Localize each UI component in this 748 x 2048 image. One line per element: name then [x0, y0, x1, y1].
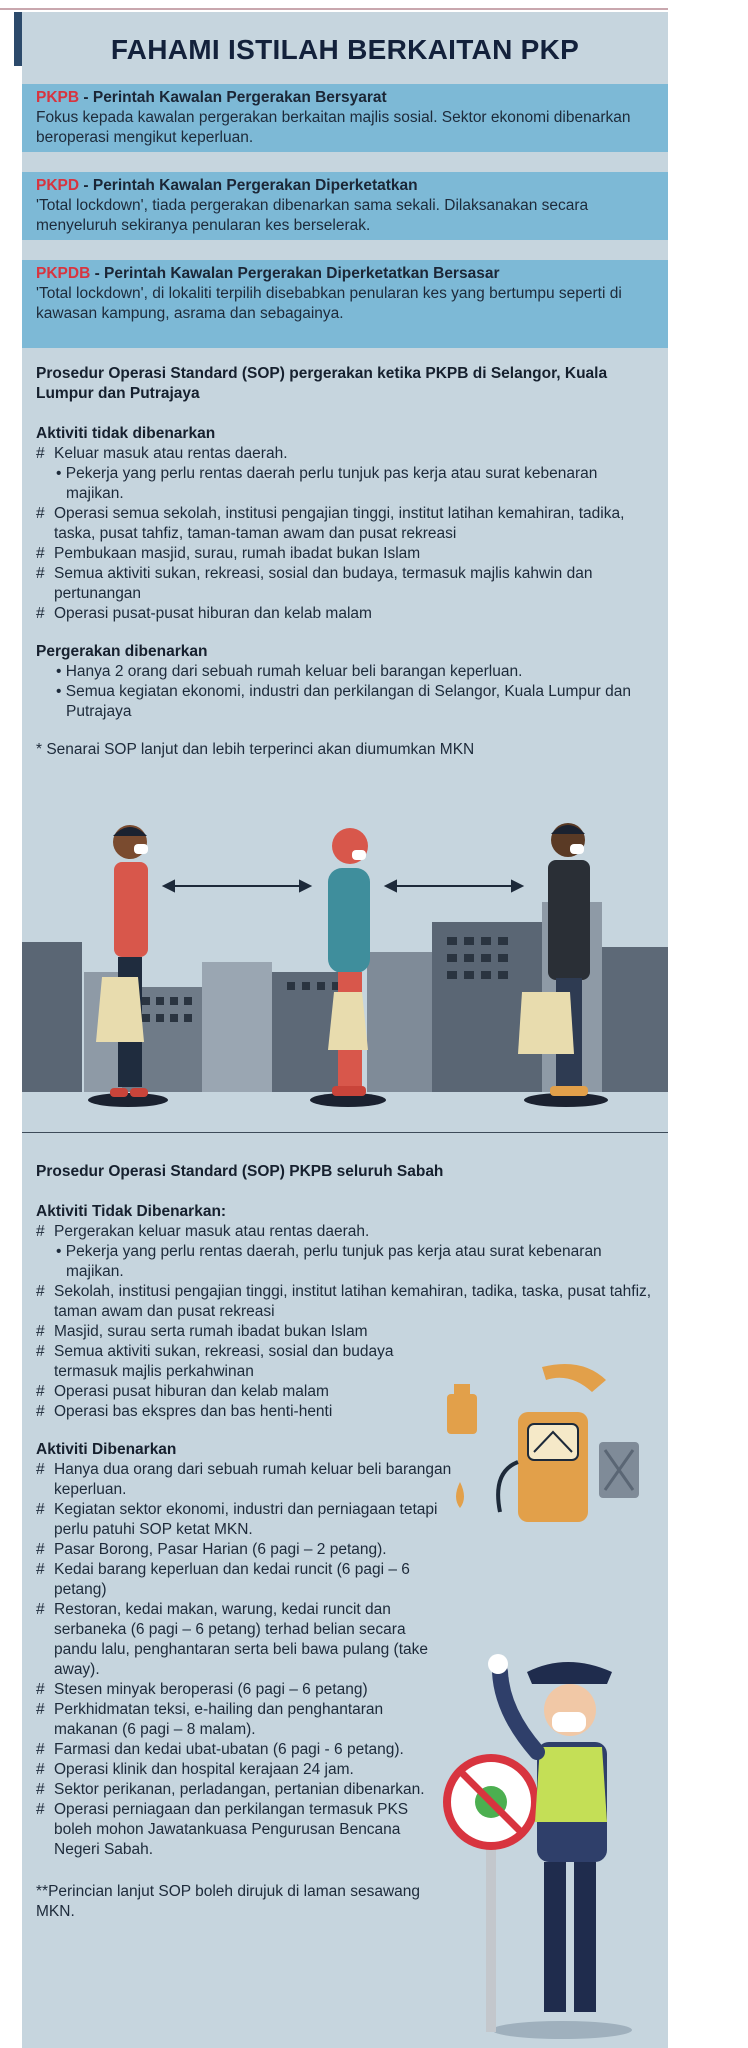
term-body: 'Total lockdown', di lokaliti terpilih disebabkan penularan kes yang bertumpu seperti di kawasan kampung, asrama dan sebagainya. [36, 285, 622, 322]
term-abbr: PKPB [36, 89, 80, 106]
list-item: # Operasi pusat hiburan dan kelab malam [36, 1383, 329, 1400]
list-item: # Kegiatan sektor ekonomi, industri dan perniagaan tetapi perlu patuhi SOP ketat MKN. [36, 1501, 438, 1538]
list-subitem: • Hanya 2 orang dari sebuah rumah keluar beli barangan keperluan. [56, 663, 523, 680]
list-item: # Operasi bas ekspres dan bas henti-henti [36, 1403, 333, 1420]
list-subitem: • Pekerja yang perlu rentas daerah, perlu tunjuk pas kerja atau surat kebenaran majikan. [56, 1243, 602, 1280]
building-shape [202, 962, 272, 1092]
building-shape [367, 952, 437, 1092]
list-item: # Operasi perniagaan dan perkilangan termasuk PKS boleh mohon Jawatankuasa Pengurusan Bencana Negeri Sabah. [36, 1801, 409, 1858]
allowed-heading: Aktiviti Dibenarkan [36, 1441, 177, 1458]
queue-illustration [22, 802, 668, 1132]
term-name: - Perintah Kawalan Pergerakan Diperketatkan [79, 177, 418, 194]
list-subitem: • Semua kegiatan ekonomi, industri dan perkilangan di Selangor, Kuala Lumpur dan Putrajaya [56, 683, 631, 720]
list-item: # Restoran, kedai makan, warung, kedai runcit dan serbaneka (6 pagi – 6 petang) terhad belian secara pandu lalu, penghantaran serta beli bawa pulang (take away). [36, 1601, 428, 1678]
list-item: # Perkhidmatan teksi, e-hailing dan penghantaran makanan (6 pagi – 8 malam). [36, 1701, 384, 1738]
footnote: * Senarai SOP lanjut dan lebih terperinci akan diumumkan MKN [36, 741, 475, 758]
list-item: # Operasi klinik dan hospital kerajaan 24 jam. [36, 1761, 354, 1778]
list-item: # Semua aktiviti sukan, rekreasi, sosial dan budaya, termasuk majlis kahwin dan pertunangan [36, 565, 593, 602]
term-abbr: PKPDB [36, 265, 91, 282]
term-body: Fokus kepada kawalan pergerakan berkaitan majlis sosial. Sektor ekonomi dibenarkan beroperasi mengikut keperluan. [36, 109, 631, 146]
list-item: # Pasar Borong, Pasar Harian (6 pagi – 2 petang). [36, 1541, 387, 1558]
term-pkpb [22, 84, 668, 152]
term-abbr: PKPD [36, 177, 80, 194]
sop-heading: Prosedur Operasi Standard (SOP) PKPB seluruh Sabah [36, 1163, 444, 1180]
sop-heading: Prosedur Operasi Standard (SOP) pergerakan ketika PKPB di Selangor, Kuala Lumpur dan Putrajaya [36, 365, 608, 402]
list-item: # Pembukaan masjid, surau, rumah ibadat bukan Islam [36, 545, 421, 562]
list-item: # Pergerakan keluar masuk atau rentas daerah. [36, 1223, 370, 1240]
allowed-heading: Pergerakan dibenarkan [36, 643, 208, 660]
term-name: - Perintah Kawalan Pergerakan Bersyarat [79, 89, 387, 106]
infographic-panel [22, 12, 668, 2048]
list-item: # Sektor perikanan, perladangan, pertanian dibenarkan. [36, 1781, 425, 1798]
not-allowed-heading: Aktiviti tidak dibenarkan [36, 425, 216, 442]
list-item: # Farmasi dan kedai ubat-ubatan (6 pagi - 6 petang). [36, 1741, 404, 1758]
building-shape [602, 947, 668, 1092]
list-item: # Hanya dua orang dari sebuah rumah keluar beli barangan keperluan. [36, 1461, 452, 1498]
top-rule [0, 8, 668, 10]
term-body: 'Total lockdown', tiada pergerakan dibenarkan sama sekali. Dilaksanakan secara menyeluruh sekiranya penularan kes berselerak. [36, 197, 589, 234]
list-item: # Keluar masuk atau rentas daerah. [36, 445, 288, 462]
footnote: **Perincian lanjut SOP boleh dirujuk di laman sesawang MKN. [36, 1883, 420, 1920]
sop-sabah-section [36, 1162, 656, 1922]
list-item: # Sekolah, institusi pengajian tinggi, institut latihan kemahiran, tadika, taska, pusat tahfiz, taman awam dan pusat rekreasi [36, 1283, 652, 1320]
term-pkpdb [22, 260, 668, 348]
list-item: # Semua aktiviti sukan, rekreasi, sosial dan budaya termasuk majlis perkahwinan [36, 1343, 394, 1380]
sop-selangor-section [36, 364, 656, 760]
list-item: # Kedai barang keperluan dan kedai runcit (6 pagi – 6 petang) [36, 1561, 410, 1598]
section-divider [22, 1132, 668, 1133]
page-title: FAHAMI ISTILAH BERKAITAN PKP [110, 34, 580, 65]
list-item: # Operasi pusat-pusat hiburan dan kelab malam [36, 605, 372, 622]
not-allowed-heading: Aktiviti Tidak Dibenarkan: [36, 1203, 227, 1220]
term-name: - Perintah Kawalan Pergerakan Diperketatkan Bersasar [90, 265, 500, 282]
term-pkpd [22, 172, 668, 240]
building-shape [22, 942, 82, 1092]
list-subitem: • Pekerja yang perlu rentas daerah perlu tunjuk pas kerja atau surat kebenaran majikan. [56, 465, 598, 502]
list-item: # Stesen minyak beroperasi (6 pagi – 6 petang) [36, 1681, 368, 1698]
list-item: # Masjid, surau serta rumah ibadat bukan Islam [36, 1323, 368, 1340]
list-item: # Operasi semua sekolah, institusi pengajian tinggi, institut latihan kemahiran, tadika, taska, pusat tahfiz, taman-taman awam dan pusat rekreasi [36, 505, 625, 542]
